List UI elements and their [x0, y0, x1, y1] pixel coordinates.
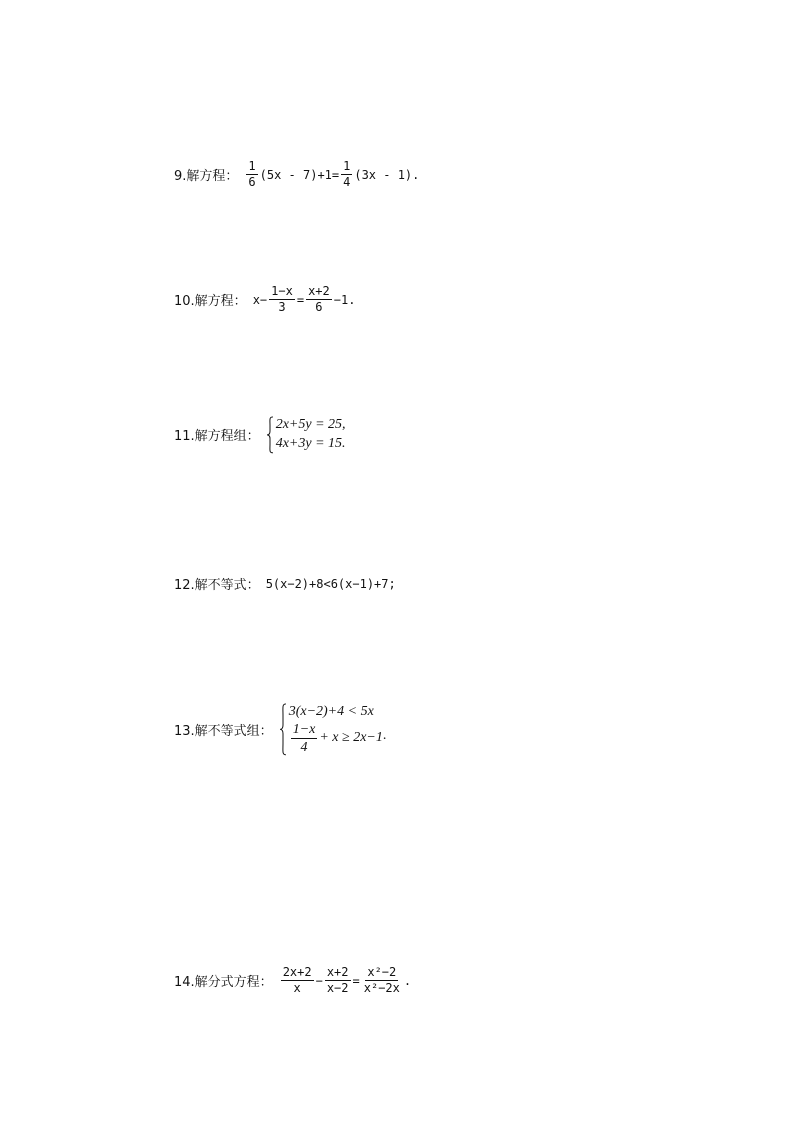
equation-system [266, 416, 346, 454]
system-rows [276, 416, 346, 454]
fraction-numerator: x²−2 [365, 966, 398, 981]
period: . [382, 728, 387, 744]
period: . [403, 973, 412, 988]
fraction-denominator: x [293, 981, 301, 996]
fraction-one-sixth [246, 160, 257, 189]
inequality-rest: + x ≥ 2x−1 [319, 730, 383, 746]
fraction-numerator: 1 [341, 160, 352, 175]
fraction-denominator: 4 [343, 175, 351, 190]
fraction-2x-plus-2-over-x [281, 966, 314, 995]
expression-part: (5x - 7)+1= [259, 167, 340, 182]
problem-13-label: 13.解不等式组： [174, 723, 273, 739]
problem-9 [174, 160, 419, 189]
fraction-x2-minus-2-over-x2-minus-2x [362, 966, 402, 995]
minus-sign: − [315, 973, 323, 988]
problem-10-label: 10.解方程： [174, 294, 247, 310]
equals-sign: = [296, 292, 305, 307]
fraction-numerator: 1−x [269, 285, 295, 300]
left-brace-icon [279, 703, 287, 756]
fraction-denominator: 3 [278, 300, 286, 315]
fraction-denominator: x−2 [326, 981, 349, 996]
fraction-numerator: 1 [246, 160, 257, 175]
fraction-one-quarter [341, 160, 352, 189]
problem-14-label: 14.解分式方程： [174, 975, 273, 991]
fraction-numerator: x+2 [306, 285, 332, 300]
fraction-numerator: 2x+2 [281, 966, 314, 981]
equation-row-2: 4x+3y = 15. [275, 435, 346, 451]
fraction-x-plus-2-over-x-minus-2 [325, 966, 351, 995]
problem-12 [174, 574, 396, 593]
problem-11 [174, 416, 346, 454]
problem-14 [174, 966, 411, 995]
expression-part: −1. [333, 292, 356, 307]
inequality-expression: 5(x−2)+8<6(x−1)+7; [265, 576, 396, 591]
fraction-denominator: 6 [248, 175, 256, 190]
problem-13 [174, 703, 386, 756]
fraction-numerator: x+2 [325, 966, 351, 981]
fraction-denominator: x²−2x [363, 981, 400, 996]
inequality-row-1: 3(x−2)+4 < 5x [288, 704, 374, 719]
problem-12-label: 12.解不等式： [174, 578, 260, 593]
inequality-system [279, 703, 383, 756]
fraction-1-minus-x-over-3 [269, 285, 295, 314]
fraction-1-minus-x-over-4 [291, 722, 318, 756]
system-rows [289, 703, 383, 756]
fraction-x-plus-2-over-6 [306, 285, 332, 314]
expression-part: (3x - 1). [354, 167, 420, 182]
left-brace-icon [266, 416, 274, 454]
expression-part: x− [252, 292, 268, 307]
inequality-row-2 [289, 722, 383, 756]
equation-row-1: 2x+5y = 25, [275, 417, 346, 432]
problem-9-label: 9.解方程： [174, 169, 239, 185]
equals-sign: = [352, 973, 360, 988]
problem-10 [174, 285, 355, 314]
fraction-numerator: 1−x [291, 722, 318, 739]
problem-11-label: 11.解方程组： [174, 429, 260, 445]
fraction-denominator: 6 [315, 300, 323, 315]
fraction-denominator: 4 [300, 740, 308, 756]
